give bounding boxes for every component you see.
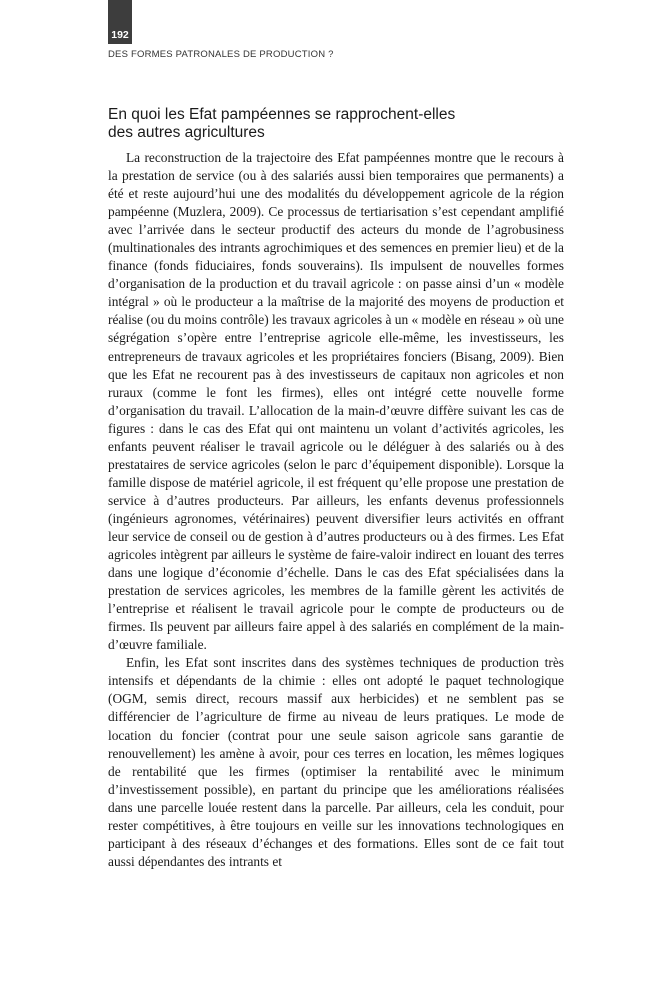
section-heading-line-2: des autres agricultures bbox=[108, 124, 265, 141]
body-text bbox=[108, 149, 564, 871]
section-heading bbox=[108, 106, 568, 142]
running-header: DES FORMES PATRONALES DE PRODUCTION ? bbox=[108, 49, 334, 60]
paragraph-2: Enfin, les Efat sont inscrites dans des systèmes techniques de production très intensifs et dépendants de la chimie : elles ont adopté le paquet technologique (OGM, semis direct, recours massif aux herbicides) et ne semblent pas se différencier de l’agriculture de firme au niveau de leurs pratiques. Le mode de location du foncier (contrat pour une seule saison agricole sans garantie de renouvellement) les amène à avoir, pour ces terres en location, les mêmes logiques de rentabilité que les firmes (optimiser la rentabilité avec le minimum d’investissement possible), en partant du principe que les améliorations réalisées dans une parcelle louée restent dans la parcelle. Par ailleurs, cela les conduit, pour rester compétitives, à être toujours en veille sur les innovations technologiques en participant à des réseaux d’échanges et des formations. Elles sont de ce fait tout aussi dépendantes des intrants et bbox=[108, 655, 564, 869]
paragraph-1: La reconstruction de la trajectoire des Efat pampéennes montre que le recours à la prestation de service (ou à des salariés aussi bien temporaires que permanents) a été et reste aujourd’hui une des modalités du développement agricole de la région pampéenne (Muzlera, 2009). Ce processus de tertiarisation s’est cependant amplifié avec l’arrivée dans le secteur productif des acteurs du monde de l’agrobusiness (multinationales des intrants agrochimiques et des semences en premier lieu) et de la finance (fonds fiduciaires, fonds souverains). Ils impulsent de nouvelles formes d’organisation de la production et du travail agricole : on passe ainsi d’un « modèle intégral » où le producteur a la maîtrise de la majorité des moyens de production et réalise (ou du moins contrôle) les travaux agricoles à un « modèle en réseau » où une ségrégation s’opère entre l’entreprise agricole elle-même, les investisseurs, les entrepreneurs de travaux agricoles et les propriétaires fonciers (Bisang, 2009). Bien que les Efat ne recourent pas à des investisseurs de capitaux non agricoles et non ruraux (comme le font les firmes), elles ont intégré cette nouvelle forme d’organisation du travail. L’allocation de la main-d’œuvre diffère suivant les cas de figures : dans le cas des Efat qui ont maintenu un volant d’activités agricoles, les enfants peuvent réaliser le travail agricole ou le déléguer à des salariés ou à des prestataires de service agricoles (selon le parc d’équipement disponible). Lorsque la famille dispose de matériel agricole, il est fréquent qu’elle propose une prestation de service à d’autres producteurs. Par ailleurs, les enfants devenus professionnels (ingénieurs agronomes, vétérinaires) peuvent diversifier leurs activités en offrant leur service de conseil ou de gestion à d’autres producteurs ou à des firmes. Les Efat agricoles intègrent par ailleurs le système de faire-valoir indirect en louant des terres dans une logique d’économie d’échelle. Dans le cas des Efat spécialisées dans la prestation de services agricoles, les membres de la famille gèrent les activités de l’entreprise et réalisent le travail agricole pour le compte de producteurs ou de firmes. Ils peuvent par ailleurs faire appel à des salariés en complément de la main-d’œuvre familiale. bbox=[108, 150, 564, 653]
page-number: 192 bbox=[111, 29, 129, 41]
section-heading-line-1: En quoi les Efat pampéennes se rapprochent-elles bbox=[108, 106, 456, 123]
